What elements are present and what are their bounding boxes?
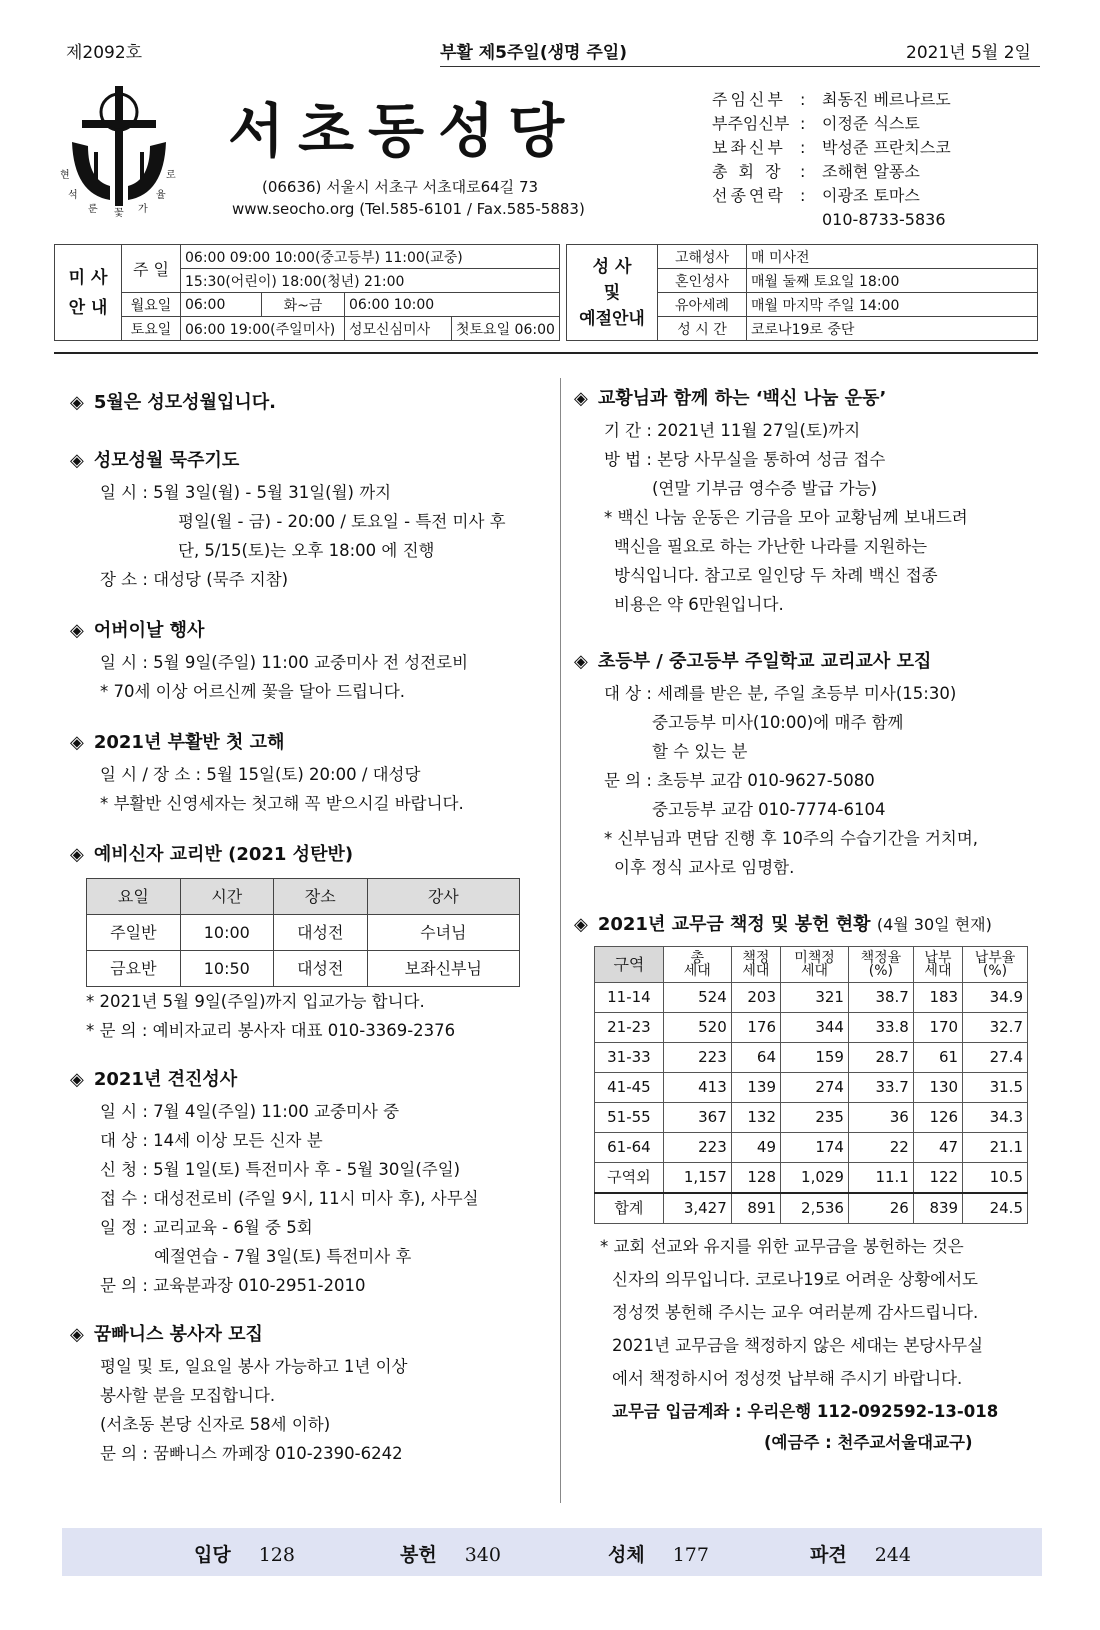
table-header: 납부 세대 [913,947,962,983]
sacrament-name: 고해성사 [658,245,747,269]
table-row: 21-23 520 176 344 33.8 170 32.7 [595,1013,1028,1043]
table-row: 구역외 1,157 128 1,029 11.1 122 10.5 [595,1163,1028,1194]
sacraments-table [566,244,1038,341]
staff-row [712,208,951,232]
table-header: 책정 세대 [731,947,780,983]
sacrament-value: 코로나19로 중단 [747,317,1038,341]
teacher-target-2: 중고등부 미사(10:00)에 매주 함께 [652,713,904,732]
vaccine-method: 방 법 : 본당 사무실을 통하여 성금 접수 [604,450,886,469]
table-header: 시간 [180,879,273,915]
vaccine-note-1: * 백신 나눔 운동은 기금을 모아 교황님께 보내드려 [604,508,968,527]
table-header: 책정율 (%) [848,947,913,983]
confirmation-target: 대 상 : 14세 이상 모든 신자 분 [100,1131,323,1150]
table-header: 강사 [367,879,519,915]
tithe-note-1: * 교회 선교와 유지를 위한 교무금을 봉헌하는 것은 [600,1237,964,1256]
table-header: 장소 [273,879,367,915]
left-column [70,386,550,1468]
section-title: ◈ 꿈빠니스 봉사자 모집 [70,1324,263,1345]
section-title: ◈ 성모성월 묵주기도 [70,450,240,471]
parish-contact: www.seocho.org (Tel.585-6101 / Fax.585-5883) [232,200,585,218]
teacher-contact-2: 중고등부 교감 010-7774-6104 [652,800,886,819]
footer-bar [62,1528,1042,1576]
teacher-target-3: 할 수 있는 분 [652,742,748,761]
table-header: 구역 [595,947,664,983]
tithe-note-2: 신자의 의무입니다. 코로나19로 어려운 상황에서도 [612,1270,978,1289]
tithe-account-holder: (예금주 : 천주교서울대교구) [764,1433,973,1452]
staff-role: 부주임신부 [712,114,790,133]
staff-row: 총 회 장 : 조해현 알퐁소 [712,160,951,184]
cross-hands-icon [60,82,178,224]
footer-item-entrance: 입당 128 [194,1544,295,1566]
mass-tue-fri-label: 화~금 [262,293,345,317]
sacrament-name: 혼인성사 [658,269,747,293]
issue-date: 2021년 5월 2일 [906,43,1031,63]
section-title: ◈ 교황님과 함께 하는 ‘백신 나눔 운동’ [574,388,887,409]
catechumen-note-2: * 문 의 : 예비자교리 봉사자 대표 010-3369-2376 [86,1021,456,1040]
top-divider [54,352,1038,354]
staff-name: 최동진 베르나르도 [822,90,951,109]
parish-logo [60,82,178,224]
staff-name: 이정준 식스토 [822,114,920,133]
teacher-contact-1: 문 의 : 초등부 교감 010-9627-5080 [604,771,875,790]
table-header: 납부율 (%) [963,947,1028,983]
logo-text-2: 로 [166,170,176,181]
section-title: ◈ 어버이날 행사 [70,620,205,641]
teacher-note-2: 이후 정식 교사로 임명함. [614,858,795,877]
mass-marian-label: 성모신심미사 [345,317,452,341]
table-row: 61-64 223 49 174 22 47 21.1 [595,1133,1028,1163]
mass-sunday-label: 주 일 [122,245,181,293]
logo-text-3: 석 [68,190,78,201]
sacrament-value: 매 미사전 [747,245,1038,269]
staff-row: 선종연락 : 이광조 토마스 [712,184,951,208]
sacrament-value: 매월 둘째 토요일 18:00 [747,269,1038,293]
tithe-account: 교무금 입금계좌 : 우리은행 112-092592-13-018 [612,1402,999,1421]
confirmation-contact: 문 의 : 교육분과장 010-2951-2010 [100,1276,366,1295]
section-title: ◈ 초등부 / 중고등부 주일학교 교리교사 모집 [574,651,932,672]
volunteer-line-2: 봉사할 분을 모집합니다. [100,1386,276,1405]
column-divider [560,378,561,1503]
confirmation-apply: 신 청 : 5월 1일(토) 특전미사 후 - 5월 30일(주일) [100,1160,461,1179]
mass-label: 미 사 안 내 [55,245,122,341]
table-header: 미책정 세대 [781,947,849,983]
sacrament-name: 성 시 간 [658,317,747,341]
vaccine-note-4: 비용은 약 6만원입니다. [614,595,784,614]
tithe-note-5: 에서 책정하시어 정성껏 납부해 주시기 바랍니다. [612,1369,963,1388]
parents-day-note: * 70세 이상 어르신께 꽃을 달아 드립니다. [100,682,406,701]
tithe-note-4: 2021년 교무금을 책정하지 않은 세대는 본당사무실 [612,1336,984,1355]
table-row: 51-55 367 132 235 36 126 34.3 [595,1103,1028,1133]
confirmation-schedule: 일 정 : 교리교육 - 6월 중 5회 [100,1218,313,1237]
confession-date: 일 시 / 장 소 : 5월 15일(토) 20:00 / 대성당 [100,765,421,784]
logo-text-5: 룬 [88,204,98,215]
confirmation-rehearsal: 예절연습 - 7월 3일(토) 특전미사 후 [154,1247,412,1266]
confirmation-date: 일 시 : 7월 4일(주일) 11:00 교중미사 중 [100,1102,400,1121]
staff-role: 주임신부 [712,90,786,109]
table-row: 11-14 524 203 321 38.7 183 34.9 [595,983,1028,1013]
mass-monday-time: 06:00 [181,293,262,317]
section-title: ◈ 5월은 성모성월입니다. [70,392,276,413]
tithe-table [594,946,1028,1224]
vaccine-period: 기 간 : 2021년 11월 27일(토)까지 [604,421,861,440]
footer-item-dismissal: 파견 244 [810,1544,911,1566]
confession-note: * 부활반 신영세자는 첫고해 꼭 받으시길 바랍니다. [100,794,464,813]
parents-day-date: 일 시 : 5월 9일(주일) 11:00 교중미사 전 성전로비 [100,653,469,672]
tithe-note-3: 정성껏 봉헌해 주시는 교우 여러분께 감사드립니다. [612,1303,979,1322]
rosary-place: 장 소 : 대성당 (묵주 지참) [100,570,289,589]
mass-tue-fri-time: 06:00 10:00 [345,293,560,317]
confirmation-reception: 접 수 : 대성전로비 (주일 9시, 11시 미사 후), 사무실 [100,1189,479,1208]
table-header: 요일 [87,879,181,915]
sacrament-value: 매월 마지막 주일 14:00 [747,293,1038,317]
mass-saturday-time: 06:00 19:00(주일미사) [181,317,345,341]
staff-list [712,88,951,232]
staff-role: 선종연락 [712,186,786,205]
catechumen-note-1: * 2021년 5월 9일(주일)까지 입교가능 합니다. [86,992,425,1011]
section-title: ◈ 2021년 부활반 첫 고해 [70,732,285,753]
volunteer-line-3: (서초동 본당 신자로 58세 이하) [100,1415,331,1434]
table-row: 31-33 223 64 159 28.7 61 27.4 [595,1043,1028,1073]
parish-address: (06636) 서울시 서초구 서초대로64길 73 [261,178,539,196]
staff-name: 박성준 프란치스코 [822,138,951,157]
footer-item-offertory: 봉헌 340 [400,1544,501,1566]
staff-name: 이광조 토마스 [822,186,920,205]
section-title: ◈ 예비신자 교리반 (2021 성탄반) [70,844,354,865]
section-title: ◈ 2021년 교무금 책정 및 봉헌 현황 (4월 30일 현재) [574,914,992,935]
staff-row: 주임신부 : 최동진 베르나르도 [712,88,951,112]
table-row: 41-45 413 139 274 33.7 130 31.5 [595,1073,1028,1103]
mass-schedule-table [54,244,560,341]
table-row: 금요반 10:50 대성전 보좌신부님 [87,951,520,987]
mass-first-saturday: 첫토요일 06:00 [452,317,560,341]
table-row: 주일반 10:00 대성전 수녀님 [87,915,520,951]
liturgical-sunday: 부활 제5주일(생명 주일) [440,43,628,63]
mass-sunday-row2: 15:30(어린이) 18:00(청년) 21:00 [181,269,560,293]
catechumen-table [86,878,520,987]
rosary-exception: 단, 5/15(토)는 오후 18:00 에 진행 [178,541,435,560]
staff-name: 조해현 알퐁소 [822,162,920,181]
mass-saturday-label: 토요일 [122,317,181,341]
parish-name: 서초동성당 [228,97,579,165]
volunteer-line-1: 평일 및 토, 일요일 봉사 가능하고 1년 이상 [100,1357,408,1376]
teacher-note-1: * 신부님과 면담 진행 후 10주의 수습기간을 거치며, [604,829,979,848]
sacrament-name: 유아세례 [658,293,747,317]
volunteer-contact: 문 의 : 꿈빠니스 까페장 010-2390-6242 [100,1444,403,1463]
logo-text-7: 가 [138,204,148,215]
logo-text-4: 율 [156,190,166,201]
logo-text-1: 현 [60,170,70,181]
logo-text-6: 꽃 [114,208,124,219]
mass-monday-label: 월요일 [122,293,181,317]
rosary-time: 평일(월 - 금) - 20:00 / 토요일 - 특전 미사 후 [178,512,506,531]
right-column [574,382,1048,1458]
sacraments-label: 성 사 및 예절안내 [567,245,658,341]
staff-role: 총 회 장 [712,162,784,181]
teacher-target: 대 상 : 세례를 받은 분, 주일 초등부 미사(15:30) [604,684,957,703]
issue-number: 제2092호 [66,43,143,63]
footer-item-communion: 성체 177 [608,1544,709,1566]
staff-role: 보좌신부 [712,138,786,157]
section-title: ◈ 2021년 견진성사 [70,1069,238,1090]
total-row: 합계 3,427 891 2,536 26 839 24.5 [595,1193,1028,1224]
mass-sunday-row1: 06:00 09:00 10:00(중고등부) 11:00(교중) [181,245,560,269]
vaccine-note-2: 백신을 필요로 하는 가난한 나라를 지원하는 [614,537,928,556]
header-rule [440,66,1040,67]
vaccine-receipt: (연말 기부금 영수증 발급 가능) [652,479,878,498]
title-note: (4월 30일 현재) [876,915,992,934]
staff-row: 보좌신부 : 박성준 프란치스코 [712,136,951,160]
staff-row: 부주임신부 : 이정준 식스토 [712,112,951,136]
staff-phone: 010-8733-5836 [822,210,946,229]
table-header: 총 세대 [663,947,731,983]
vaccine-note-3: 방식입니다. 참고로 일인당 두 차례 백신 접종 [614,566,938,585]
rosary-date: 일 시 : 5월 3일(월) - 5월 31일(월) 까지 [100,483,392,502]
